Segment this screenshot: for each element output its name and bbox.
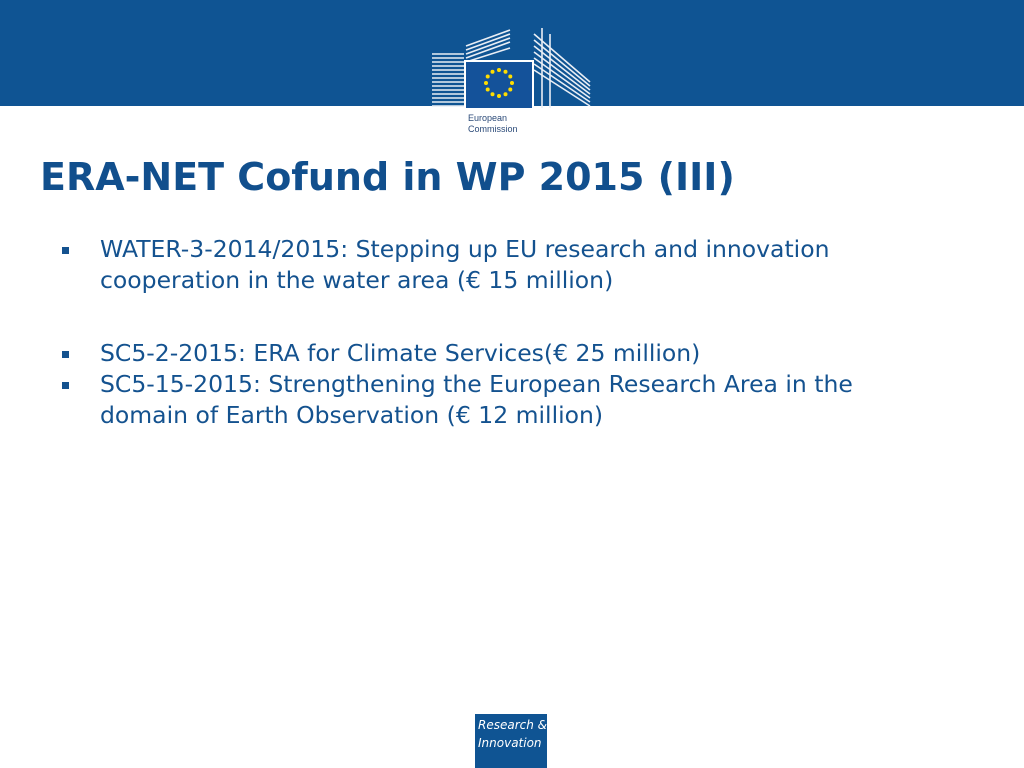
badge-line2: Innovation (478, 736, 542, 750)
bullet-text-line1: SC5-15-2015: Strengthening the European Research Area in the (100, 370, 853, 398)
bullet-item-water (56, 234, 956, 296)
bullet-text-line2: domain of Earth Observation (€ 12 million) (100, 401, 604, 429)
research-innovation-badge (475, 714, 547, 768)
european-commission-logo (430, 26, 594, 142)
bullet-list (56, 234, 956, 431)
logo-text-line2: Commission (468, 124, 518, 134)
logo-text-line1: European (468, 113, 508, 123)
slide-title: ERA-NET Cofund in WP 2015 (III) (40, 155, 735, 199)
square-bullet-icon (62, 382, 69, 389)
berlaymont-flag-logo-icon (430, 26, 594, 142)
square-bullet-icon (62, 247, 69, 254)
bullet-item-climate-services (56, 338, 956, 369)
bullet-text-line2: cooperation in the water area (€ 15 million) (100, 266, 614, 294)
bullet-item-earth-observation (56, 369, 956, 431)
badge-line1: Research & (478, 718, 548, 732)
bullet-text-line1: SC5-2-2015: ERA for Climate Services(€ 25 million) (100, 339, 701, 367)
bullet-text-line1: WATER-3-2014/2015: Stepping up EU research and innovation (100, 235, 830, 263)
square-bullet-icon (62, 351, 69, 358)
